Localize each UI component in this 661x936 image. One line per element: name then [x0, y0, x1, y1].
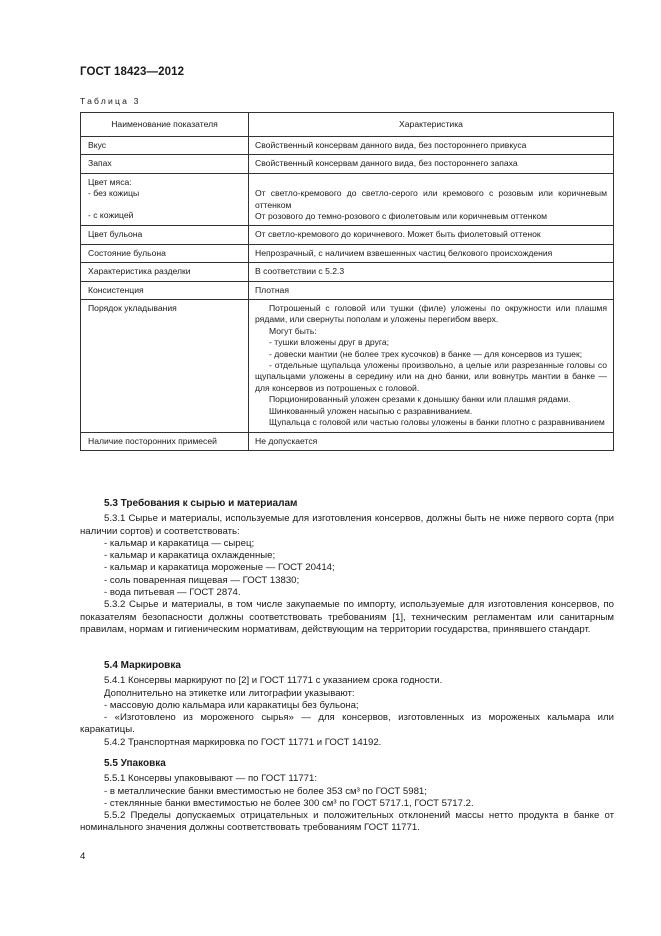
list-item: - соль поваренная пищевая — ГОСТ 13830; — [104, 574, 300, 586]
placement-paragraph: Шинкованный уложен насыпью с разравниванием. — [269, 405, 473, 416]
table-row — [81, 432, 614, 450]
placement-paragraph: - тушки вложены друг в друга; — [269, 337, 389, 348]
section-5-5 — [80, 754, 614, 835]
row-name: Порядок укладывания — [81, 300, 249, 432]
page-number: 4 — [80, 851, 86, 862]
row-name: Вкус — [81, 137, 249, 155]
specification-table — [80, 112, 614, 451]
column-header-indicator: Наименование показателя — [81, 113, 249, 137]
section-heading: 5.3 Требования к сырью и материалам — [104, 498, 298, 509]
sub-row-value: От розового до темно-розового с фиолетовым или коричневым оттенком — [255, 211, 548, 222]
row-value-group — [249, 173, 614, 226]
list-item: - «Изготовлено из мороженого сырья» — для консервов, изготовленных из мороженых кальмара или каракатицы. — [80, 712, 614, 736]
placement-paragraph: Потрошеный с головой или тушки (филе) уложены по окружности или плашмя рядами, или свернуты пополам и уложены перегибом вверх. — [255, 303, 607, 325]
table-row — [81, 281, 614, 299]
column-header-characteristic: Характеристика — [249, 113, 614, 137]
placement-paragraph: Могут быть: — [269, 325, 317, 336]
section-5-4 — [80, 656, 614, 749]
row-value: В соответствии с 5.2.3 — [249, 263, 614, 281]
list-item: - кальмар и каракатица охлажденные; — [104, 550, 276, 562]
table-row — [81, 300, 614, 432]
paragraph: 5.5.1 Консервы упаковывают — по ГОСТ 11771: — [104, 773, 318, 785]
standard-header: ГОСТ 18423—2012 — [80, 66, 185, 78]
sub-row-name: - с кожицей — [88, 210, 134, 221]
row-value: Свойственный консервам данного вида, без постороннего привкуса — [249, 137, 614, 155]
list-item: - стеклянные банки вместимостью не более 300 см³ по ГОСТ 5717.1, ГОСТ 5717.2. — [104, 797, 474, 809]
placement-paragraph: Щупальца с головой или частью головы уложены в банки плотно с разравниванием — [269, 417, 605, 428]
sub-row-value: От светло-кремового до светло-серого или кремового с розовым или коричневым оттенком — [255, 188, 607, 210]
list-item: - кальмар и каракатица — сырец; — [104, 537, 255, 549]
table-row — [81, 263, 614, 281]
row-value: Не допускается — [249, 432, 614, 450]
row-name: Состояние бульона — [81, 244, 249, 262]
paragraph: 5.4.2 Транспортная маркировка по ГОСТ 11771 и ГОСТ 14192. — [104, 736, 382, 748]
row-value-paragraphs — [249, 300, 614, 432]
row-name: Наличие посторонних примесей — [81, 432, 249, 450]
placement-paragraph: - отдельные щупальца уложены произвольно, а целые или разрезанные головы со щупальцами уложены в середину или на дно банки, или вовнутрь мантии в банке — для консервов из потрошеных с головой. — [255, 360, 607, 393]
paragraph: Дополнительно на этикетке или литографии указывают: — [104, 687, 355, 699]
row-value: От светло-кремового до коричневого. Может быть фиолетовый оттенок — [249, 226, 614, 244]
table-row — [81, 155, 614, 173]
paragraph: 5.5.2 Пределы допускаемых отрицательных и положительных отклонений массы нетто продукта в банке от номинального значения должны соответствовать требованиям ГОСТ 11771. — [80, 810, 614, 834]
row-name: Цвет бульона — [81, 226, 249, 244]
sub-row-name: - без кожицы — [88, 188, 140, 199]
list-item: - вода питьевая — ГОСТ 2874. — [104, 587, 241, 599]
row-name: Характеристика разделки — [81, 263, 249, 281]
placement-paragraph: - довески мантии (не более трех кусочков) в банке — для консервов из тушек; — [269, 348, 583, 359]
paragraph: 5.4.1 Консервы маркируют по [2] и ГОСТ 11771 с указанием срока годности. — [104, 675, 443, 687]
row-name-group — [81, 173, 249, 226]
list-item: - массовую долю кальмара или каракатицы без бульона; — [104, 699, 359, 711]
row-value: Свойственный консервам данного вида, без постороннего запаха — [249, 155, 614, 173]
paragraph: 5.3.2 Сырье и материалы, в том числе закупаемые по импорту, используемые для изготовления консервов, по показателям безопасности должны соответствовать требованиям [1], техническим регламентам или санитарным правилам, нормам и гигиеническим нормативам, действующим на территории государства, принявшего стандарт. — [80, 599, 614, 635]
table-row — [81, 244, 614, 262]
section-heading: 5.5 Упаковка — [104, 758, 166, 769]
row-name: Запах — [81, 155, 249, 173]
table-row — [81, 173, 614, 226]
paragraph: 5.3.1 Сырье и материалы, используемые для изготовления консервов, должны быть не ниже первого сорта (при наличии сортов) и соответствовать: — [80, 513, 614, 537]
table-label: Таблица 3 — [80, 96, 141, 106]
table-row — [81, 137, 614, 155]
section-heading: 5.4 Маркировка — [104, 660, 181, 671]
list-item: - в металлические банки вместимостью не более 353 см³ по ГОСТ 5981; — [104, 785, 427, 797]
row-value: Непрозрачный, с наличием взвешенных частиц белкового происхождения — [249, 244, 614, 262]
section-5-3 — [80, 494, 614, 636]
list-item: - кальмар и каракатица мороженые — ГОСТ 20414; — [104, 562, 335, 574]
table-header-row — [81, 113, 614, 137]
placement-paragraph: Порционированный уложен срезами к донышку банки или плашмя рядами. — [269, 394, 571, 405]
row-name: Консистенция — [81, 281, 249, 299]
row-name: Цвет мяса: — [88, 176, 132, 187]
table-row — [81, 226, 614, 244]
row-value: Плотная — [249, 281, 614, 299]
